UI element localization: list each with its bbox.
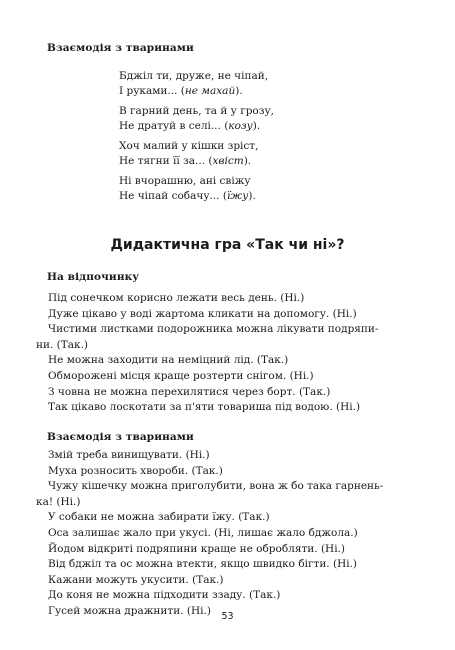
poem-answer: козу <box>228 119 253 132</box>
list-item: Муха розносить хвороби. (Так.) <box>48 464 223 477</box>
section-heading-animals-1: Взаємодія з тваринами <box>47 42 194 54</box>
list-item-continued: ка! (Ні.) <box>36 495 81 508</box>
list-item: Кажани можуть укусити. (Так.) <box>48 573 224 586</box>
list-item: Не можна заходити на неміцний лід. (Так.) <box>48 354 289 367</box>
poem-line: Не чіпай собачу... (їжу). <box>119 189 256 202</box>
poem-line: І руками... (не махай). <box>119 84 243 97</box>
list-item: У собаки не можна забирати їжу. (Так.) <box>48 511 270 524</box>
poem-line: Бджіл ти, друже, не чіпай, <box>119 70 269 82</box>
poem-line: Не дратуй в селі... (козу). <box>119 119 261 132</box>
question-list-vacation <box>36 291 428 416</box>
poem-answer: не махай <box>184 84 236 97</box>
list-item: Йодом відкриті подряпини краще не обробляти. (Ні.) <box>48 542 345 555</box>
list-item: До коня не можна підходити ззаду. (Так.) <box>48 589 281 602</box>
list-item: Чужу кішечку можна приголубити, вона ж бо така гарнень- <box>48 480 384 493</box>
poem-stanza <box>119 139 274 168</box>
poem-stanza <box>119 104 274 133</box>
question-list-animals <box>36 448 428 620</box>
poem-stanza <box>119 174 274 203</box>
list-item: Під сонечком корисно лежати весь день. (Ні.) <box>48 292 305 304</box>
list-item-continued: ни. (Так.) <box>36 338 89 351</box>
poem-stanza <box>119 69 274 98</box>
list-item: Від бджіл та ос можна втекти, якщо швидко бігти. (Ні.) <box>48 558 358 571</box>
poem <box>119 69 274 209</box>
list-item: Чистими листками подорожника можна лікувати подряпи- <box>48 323 379 336</box>
poem-answer: їжу <box>226 189 249 202</box>
poem-line: Хоч малий у кішки зріст, <box>119 140 259 152</box>
list-item: Дуже цікаво у воді жартома кликати на допомогу. (Ні.) <box>48 307 357 320</box>
game-title: Дидактична гра «Так чи ні»? <box>110 237 345 253</box>
list-item: Обморожені місця краще розтерти снігом. (Ні.) <box>48 369 314 382</box>
list-item: Гусей можна дражнити. (Ні.) <box>48 604 211 617</box>
poem-answer: хвіст <box>212 154 244 167</box>
section-heading-vacation: На відпочинку <box>47 271 140 283</box>
page-number: 53 <box>221 611 234 622</box>
list-item: Оса залишає жало при укусі. (Ні, лишає жало бджола.) <box>48 526 358 539</box>
section-heading-animals-2: Взаємодія з тваринами <box>47 431 194 443</box>
list-item: З човна не можна перехилятися через борт. (Так.) <box>48 385 331 398</box>
poem-line: Не тягни її за... (хвіст). <box>119 154 252 167</box>
poem-line: Ні вчорашню, ані свіжу <box>119 175 251 187</box>
poem-line: В гарний день, та й у грозу, <box>119 105 274 117</box>
list-item: Так цікаво лоскотати за п'яти товариша під водою. (Ні.) <box>48 401 361 414</box>
list-item: Змій треба винищувати. (Ні.) <box>48 449 210 461</box>
